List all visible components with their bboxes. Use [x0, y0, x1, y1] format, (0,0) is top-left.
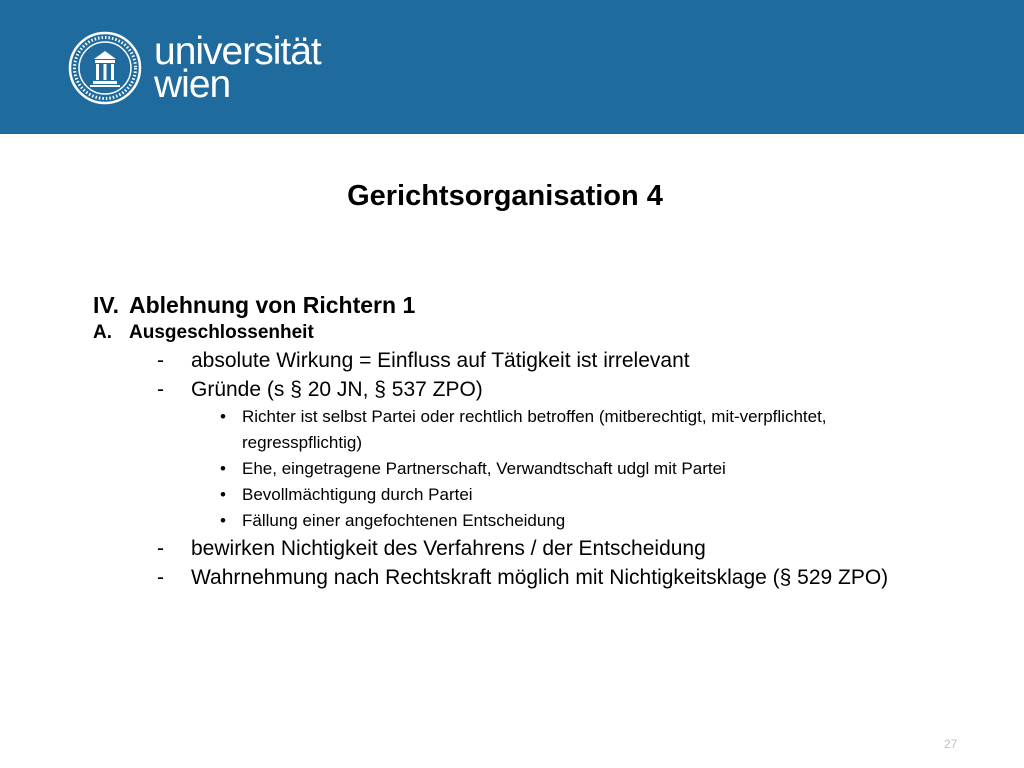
- section-heading: [93, 290, 933, 320]
- bullet-marker: •: [220, 511, 226, 530]
- section-number: IV.: [93, 292, 120, 318]
- list-item-text: Wahrnehmung nach Rechtskraft möglich mit Nichtigkeitsklage (§ 529 ZPO): [191, 566, 889, 589]
- subsection-label: Ausgeschlossenheit: [129, 322, 314, 343]
- university-wordmark: [154, 30, 321, 106]
- list-item: [93, 534, 933, 563]
- bullet-marker: •: [220, 459, 226, 478]
- header-band: [0, 0, 1024, 134]
- wordmark-line-1: universität: [154, 30, 321, 73]
- dash-marker: -: [157, 349, 164, 372]
- university-logo: [68, 30, 321, 106]
- list-item: [93, 375, 933, 404]
- list-item-text: Gründe (s § 20 JN, § 537 ZPO): [191, 378, 483, 401]
- list-item: [93, 508, 933, 534]
- page-number: 27: [944, 737, 958, 751]
- list-item: [93, 456, 933, 482]
- bullet-marker: •: [220, 485, 226, 504]
- bullet-marker: •: [220, 407, 226, 426]
- list-item-text: Richter ist selbst Partei oder rechtlich betroffen (mitberechtigt, mit-verpflichtet, regresspflichtig): [242, 407, 827, 452]
- dash-marker: -: [157, 537, 164, 560]
- dash-marker: -: [157, 378, 164, 401]
- list-item: [93, 563, 933, 592]
- wordmark-line-2: wien: [154, 63, 231, 106]
- list-item-text: Fällung einer angefochtenen Entscheidung: [242, 511, 566, 530]
- list-item-text: bewirken Nichtigkeit des Verfahrens / der Entscheidung: [191, 537, 706, 560]
- list-item: [93, 404, 933, 456]
- section-label: Ablehnung von Richtern 1: [129, 292, 416, 318]
- list-item: [93, 482, 933, 508]
- dash-marker: -: [157, 566, 164, 589]
- subsection-heading: [93, 320, 933, 346]
- list-item-text: Ehe, eingetragene Partnerschaft, Verwandtschaft udgl mit Partei: [242, 459, 726, 478]
- dash-list-bottom: [93, 534, 933, 592]
- university-seal-icon: [68, 31, 142, 105]
- list-item-text: Bevollmächtigung durch Partei: [242, 485, 473, 504]
- slide-content: [93, 290, 933, 592]
- list-item-text: absolute Wirkung = Einfluss auf Tätigkeit ist irrelevant: [191, 349, 690, 372]
- subsection-number: A.: [93, 322, 112, 343]
- bullet-list: [93, 404, 933, 534]
- dash-list-top: [93, 346, 933, 404]
- slide-title: Gerichtsorganisation 4: [347, 180, 663, 212]
- list-item: [93, 346, 933, 375]
